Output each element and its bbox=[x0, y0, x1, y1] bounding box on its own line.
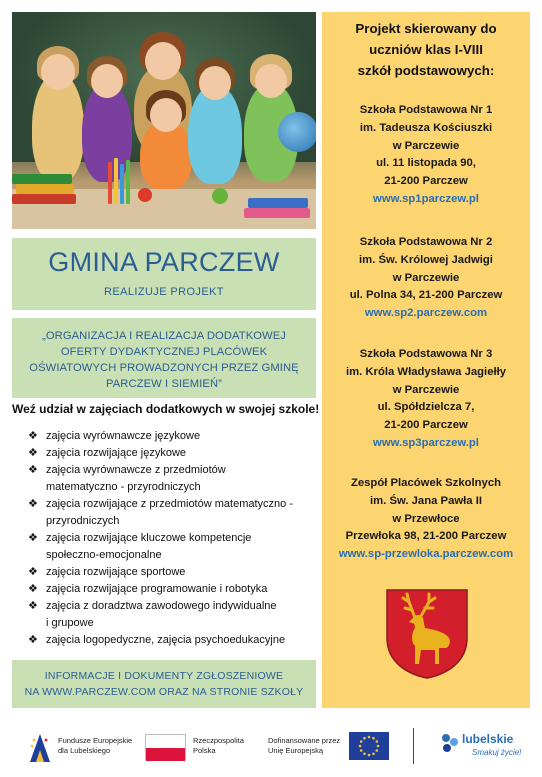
school-link[interactable]: www.sp1parczew.pl bbox=[373, 192, 479, 205]
eu-funds-label: Fundusze Europejskie dla Lubelskiego bbox=[58, 736, 133, 755]
eu-flag-icon bbox=[349, 732, 389, 760]
diamond-bullet-icon: ❖ bbox=[28, 498, 38, 510]
list-item: ❖ zajęcia rozwijające sportowe bbox=[28, 564, 328, 581]
child-figure bbox=[82, 82, 132, 182]
lubelskie-tagline: Smakuj życie! bbox=[472, 748, 522, 757]
project-title-line: OŚWIATOWYCH PROWADZONYCH PRZEZ GMINĘ bbox=[29, 362, 299, 374]
project-title-line: „ORGANIZACJA I REALIZACJA DODATKOWEJ bbox=[42, 330, 286, 342]
diamond-bullet-icon: ❖ bbox=[28, 430, 38, 442]
children-photo bbox=[12, 12, 316, 229]
diamond-bullet-icon: ❖ bbox=[28, 566, 38, 578]
info-box bbox=[12, 660, 316, 708]
list-item: ❖ zajęcia rozwijające językowe bbox=[28, 445, 328, 462]
invite-heading: Weź udział w zajęciach dodatkowych w swojej szkole! bbox=[12, 402, 320, 416]
list-item-continuation: i grupowe bbox=[46, 617, 94, 629]
school-link[interactable]: www.sp3parczew.pl bbox=[373, 436, 479, 449]
school-entry-4: Zespół Placówek Szkolnych im. Św. Jana Pawła II w Przewłoce Przewłoka 98, 21-200 Parczew www.sp-przewloka.parczew.com bbox=[322, 475, 530, 564]
school-link[interactable]: www.sp-przewloka.parczew.com bbox=[338, 548, 514, 561]
lubelskie-name: lubelskie bbox=[462, 732, 514, 746]
poland-flag-icon bbox=[145, 734, 186, 760]
diamond-bullet-icon: ❖ bbox=[28, 447, 38, 459]
lubelskie-emblem-icon bbox=[440, 732, 460, 754]
list-item-continuation: przyrodniczych bbox=[46, 515, 120, 527]
school-entry-1: Szkoła Podstawowa Nr 1 im. Tadeusza Kościuszki w Parczewie ul. 11 listopada 90, 21-200 Parczew www.sp1parczew.pl bbox=[322, 102, 530, 209]
list-item: ❖ zajęcia wyrównawcze z przedmiotów bbox=[28, 462, 328, 479]
child-figure bbox=[32, 72, 84, 182]
school-entry-3: Szkoła Podstawowa Nr 3 im. Króla Władysława Jagiełły w Parczewie ul. Spółdzielcza 7, 21-200 Parczew www.sp3parczew.pl bbox=[322, 346, 530, 453]
eu-label: Dofinansowane przez Unię Europejską bbox=[268, 736, 341, 755]
list-item-continuation: społeczno-emocjonalne bbox=[46, 549, 162, 561]
schools-panel bbox=[322, 12, 530, 708]
list-item: ❖ zajęcia z doradztwa zawodowego indywidualne bbox=[28, 598, 328, 615]
school-entry-2: Szkoła Podstawowa Nr 2 im. Św. Królowej Jadwigi w Parczewie ul. Polna 34, 21-200 Parczew www.sp2.parczew.com bbox=[322, 234, 530, 323]
project-title-box bbox=[12, 318, 316, 398]
eu-funds-logo-icon bbox=[28, 730, 52, 764]
diamond-bullet-icon: ❖ bbox=[28, 532, 38, 544]
crest-deer-icon bbox=[385, 588, 469, 680]
lubelskie-logo bbox=[440, 728, 530, 768]
list-item: ❖ zajęcia rozwijające programowanie i robotyka bbox=[28, 581, 328, 598]
info-line: INFORMACJE I DOKUMENTY ZGŁOSZENIOWE bbox=[44, 670, 284, 682]
project-title-line: OFERTY DYDAKTYCZNEJ PLACÓWEK bbox=[60, 346, 268, 358]
child-figure bbox=[140, 120, 192, 190]
project-title-line: PARCZEW I SIEMIEŃ” bbox=[106, 378, 222, 390]
rp-label: Rzeczpospolita Polska bbox=[193, 736, 244, 755]
gmina-subtitle: REALIZUJE PROJEKT bbox=[104, 286, 224, 298]
school-link[interactable]: www.sp2.parczew.com bbox=[364, 307, 488, 320]
footer-divider bbox=[413, 728, 414, 764]
child-figure bbox=[188, 84, 242, 184]
list-item: ❖ zajęcia logopedyczne, zajęcia psychoedukacyjne bbox=[28, 632, 328, 649]
list-item: ❖ zajęcia rozwijające z przedmiotów matematyczno - bbox=[28, 496, 328, 513]
panel-header: Projekt skierowany do uczniów klas I-VIII szkół podstawowych: bbox=[355, 21, 497, 78]
list-item: ❖ zajęcia wyrównawcze językowe bbox=[28, 428, 328, 445]
activities-list bbox=[28, 428, 328, 649]
list-item-continuation: matematyczno - przyrodniczych bbox=[46, 481, 201, 493]
globe-icon bbox=[278, 112, 316, 152]
diamond-bullet-icon: ❖ bbox=[28, 583, 38, 595]
info-line: NA WWW.PARCZEW.COM ORAZ NA STRONIE SZKOŁY bbox=[24, 686, 304, 698]
diamond-bullet-icon: ❖ bbox=[28, 634, 38, 646]
diamond-bullet-icon: ❖ bbox=[28, 464, 38, 476]
diamond-bullet-icon: ❖ bbox=[28, 600, 38, 612]
gmina-box bbox=[12, 238, 316, 310]
gmina-title: GMINA PARCZEW bbox=[48, 247, 280, 277]
list-item: ❖ zajęcia rozwijające kluczowe kompetencje bbox=[28, 530, 328, 547]
footer-logos bbox=[0, 722, 542, 777]
